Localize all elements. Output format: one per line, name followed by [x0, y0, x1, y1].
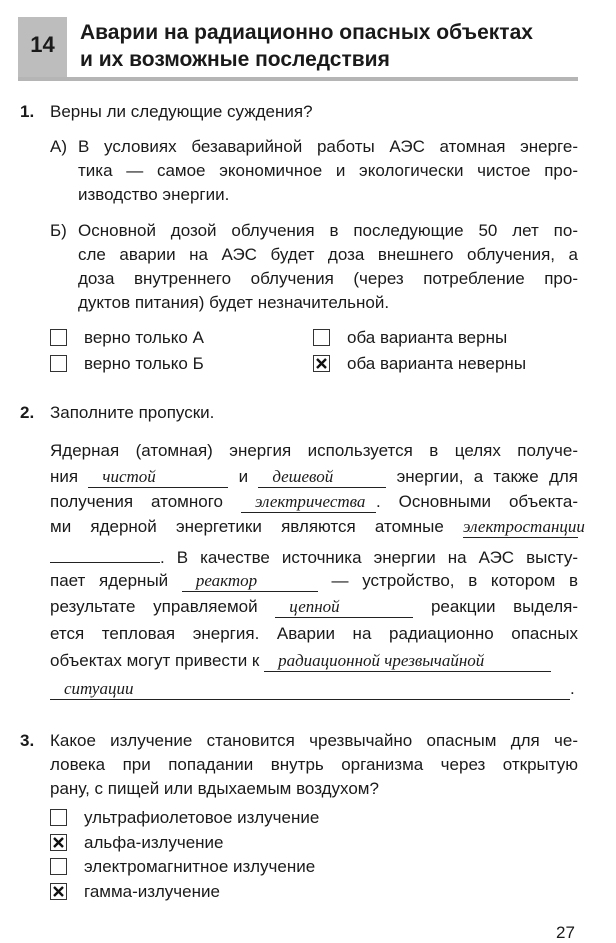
- text-segment: .: [570, 679, 575, 698]
- answer-blank[interactable]: электростанции: [463, 517, 585, 536]
- text-segment: получения атомного: [50, 492, 241, 511]
- answer-blank[interactable]: электричества: [241, 493, 376, 513]
- question-prompt-line: Какое излучение становится чрезвычайно опасным для че-: [50, 731, 578, 750]
- text-segment: ется тепловая энергия. Аварии на радиационно опасных: [50, 624, 578, 643]
- text-segment: и: [228, 467, 259, 486]
- checkbox[interactable]: [50, 329, 67, 346]
- title-divider: [18, 77, 578, 81]
- fill-in-line: [50, 440, 578, 462]
- question-number: 1.: [20, 102, 35, 121]
- text-segment: ми ядерной энергетики являются атомные: [50, 517, 463, 536]
- statement-line: сле аварии на АЭС будет доза внешнего облучения, а: [78, 245, 578, 264]
- lesson-title-line2: и их возможные последствия: [80, 48, 390, 71]
- statement-a-label: А): [50, 137, 67, 156]
- text-segment: — устройство, в котором в: [317, 571, 579, 590]
- statement-line: изводство энергии.: [78, 185, 230, 204]
- option-label: верно только Б: [84, 354, 204, 373]
- checkbox[interactable]: [50, 858, 67, 875]
- question-prompt: Верны ли следующие суждения?: [50, 102, 313, 121]
- statement-line: В условиях безаварийной работы АЭС атомная энерге-: [78, 137, 578, 156]
- answer-blank[interactable]: ситуации: [50, 680, 570, 700]
- text-segment: энергии, а также для: [386, 467, 578, 486]
- option-label: оба варианта верны: [347, 328, 508, 347]
- option-label: гамма-излучение: [84, 881, 220, 901]
- text-segment: . В качестве источника энергии на АЭС высту-: [160, 548, 578, 567]
- statement-line: Основной дозой облучения в последующие 50 лет по-: [78, 221, 578, 240]
- text-segment: реакции выделя-: [413, 597, 578, 616]
- checkbox[interactable]: [313, 355, 330, 372]
- checkbox[interactable]: [50, 883, 67, 900]
- option-label: электромагнитное излучение: [84, 857, 316, 876]
- text-segment: Ядерная (атомная) энергия используется в целях получе-: [50, 441, 578, 460]
- fill-in-line: [50, 570, 578, 592]
- fill-in-line: [50, 623, 578, 645]
- question-prompt-line: ловека при попадании внутрь организма через открытую: [50, 755, 578, 774]
- lesson-title-line1: Аварии на радиационно опасных объектах: [80, 21, 533, 44]
- statement-b-label: Б): [50, 221, 67, 240]
- checkbox[interactable]: [50, 809, 67, 826]
- option-label: оба варианта неверны: [347, 354, 527, 373]
- cross-mark-icon: [52, 836, 65, 849]
- answer-blank[interactable]: дешевой: [258, 468, 386, 488]
- question-number: 2.: [20, 403, 35, 422]
- checkbox[interactable]: [313, 329, 330, 346]
- text-segment: объектах могут привести к: [50, 651, 265, 670]
- question-prompt: Заполните пропуски.: [50, 403, 215, 422]
- option-label: ультрафиолетовое излучение: [84, 808, 320, 827]
- fill-in-line: [50, 678, 578, 700]
- fill-in-line: [50, 491, 578, 513]
- fill-in-line: [50, 516, 585, 538]
- text-segment: . Основными объекта-: [375, 492, 579, 511]
- lesson-number: 14: [30, 32, 55, 57]
- fill-in-line: [50, 650, 578, 672]
- answer-blank[interactable]: радиационной чрезвычайной: [264, 652, 551, 672]
- answer-blank[interactable]: чистой: [88, 468, 228, 488]
- cross-mark-icon: [315, 357, 328, 370]
- cross-mark-icon: [52, 885, 65, 898]
- text-segment: результате управляемой: [50, 597, 276, 616]
- checkbox[interactable]: [50, 355, 67, 372]
- text-segment: пает ядерный: [50, 571, 182, 590]
- fill-in-line: [50, 596, 578, 618]
- option-label: верно только А: [84, 328, 204, 347]
- statement-line: тика — самое экономичное и экологически чистое про-: [78, 161, 578, 180]
- page-number: 27: [556, 923, 575, 942]
- question-prompt-line: рану, с пищей или вдыхаемым воздухом?: [50, 779, 379, 798]
- option-label: альфа-излучение: [84, 832, 224, 852]
- answer-blank[interactable]: [50, 543, 160, 563]
- answer-blank[interactable]: цепной: [275, 598, 413, 618]
- statement-line: дуктов питания) будет незначительной.: [78, 293, 390, 312]
- fill-in-line: [50, 466, 578, 488]
- statement-line: доза внутреннего облучения (через потребление про-: [78, 269, 578, 288]
- question-number: 3.: [20, 731, 35, 750]
- fill-in-line: [50, 543, 578, 569]
- text-segment: ния: [50, 467, 89, 486]
- checkbox[interactable]: [50, 834, 67, 851]
- answer-blank[interactable]: реактор: [182, 572, 318, 592]
